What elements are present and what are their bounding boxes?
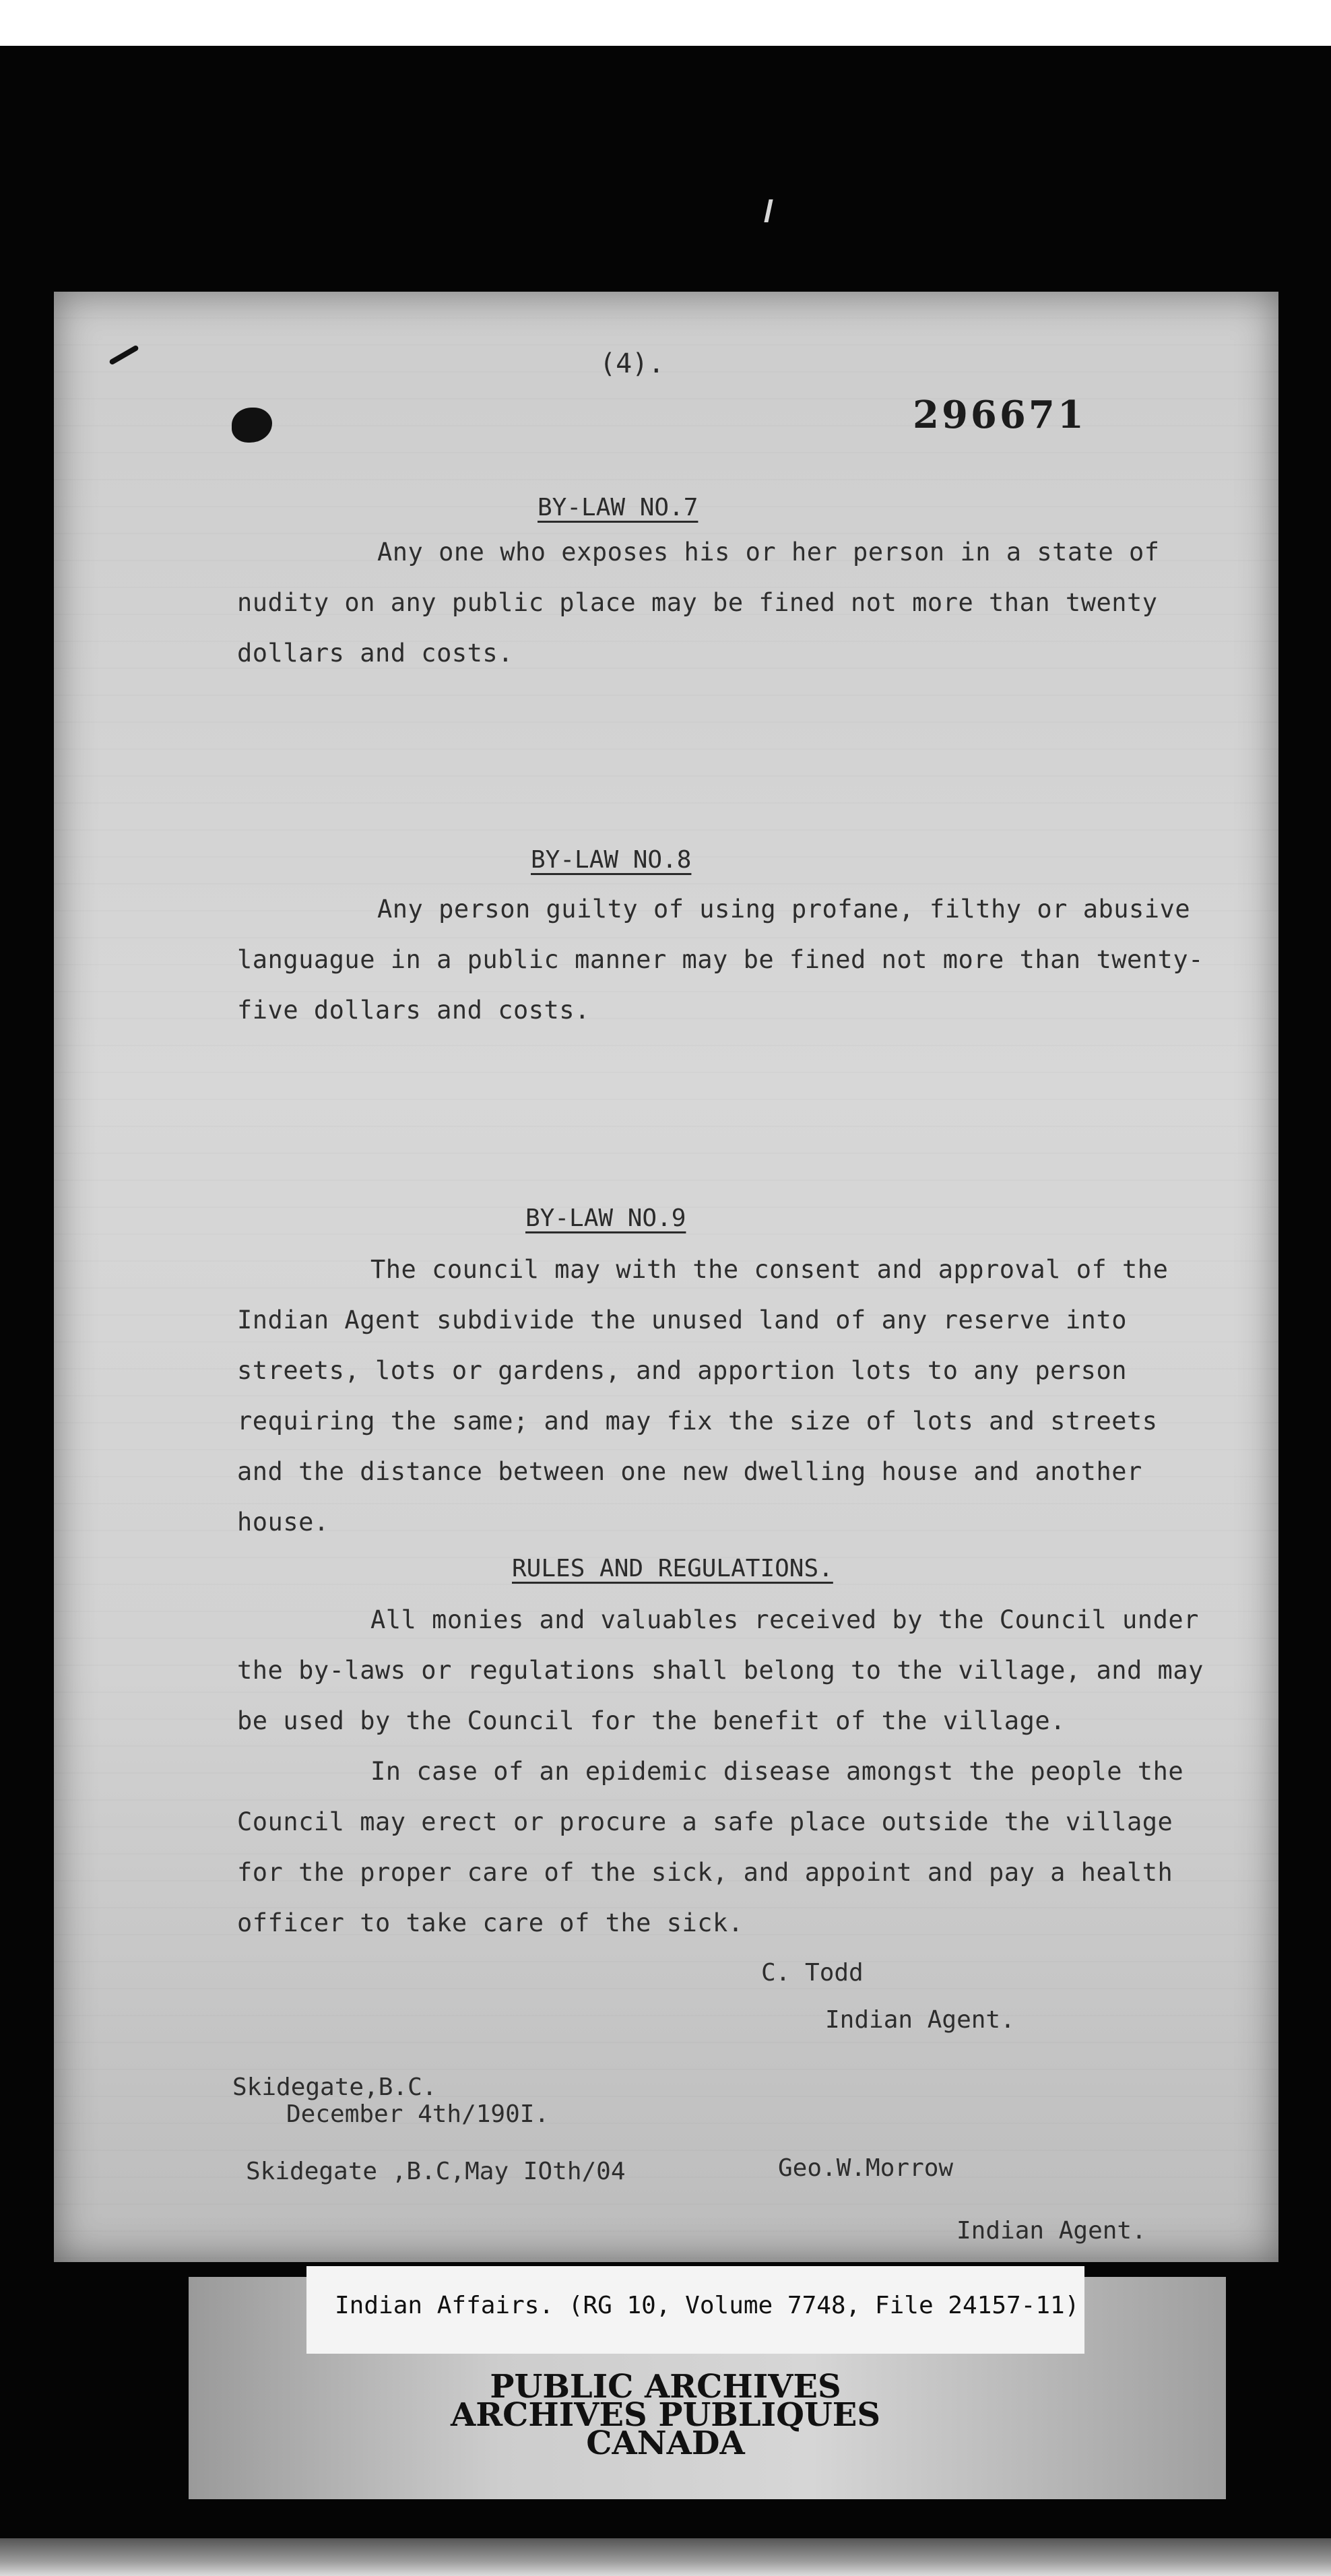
bylaw-9-heading: BY-LAW NO.9 (525, 1204, 686, 1232)
bylaw-9-line: and the distance between one new dwelling house and another (237, 1457, 1142, 1486)
bylaw-7-line: nudity on any public place may be fined not more than twenty (237, 588, 1158, 617)
archive-stamp-line-2: ARCHIVES PUBLIQUES (451, 2396, 880, 2434)
ink-blot-mark (232, 408, 272, 443)
rules-line: All monies and valuables received by the Council under (370, 1605, 1199, 1634)
ink-scratch-mark (108, 345, 139, 366)
bylaw-9-line: The council may with the consent and approval of the (370, 1255, 1169, 1284)
bylaw-8-line: five dollars and costs. (237, 996, 590, 1025)
reference-label-text: Indian Affairs. (RG 10, Volume 7748, File 24157-11) (335, 2292, 1080, 2319)
rules-line: the by-laws or regulations shall belong to the village, and may (237, 1656, 1204, 1685)
microfilm-frame (0, 46, 1331, 2538)
signature-title: Indian Agent. (825, 2006, 1015, 2034)
rules-line: for the proper care of the sick, and appoint and pay a health (237, 1858, 1173, 1887)
bylaw-8-line: languague in a public manner may be fined not more than twenty- (237, 945, 1204, 974)
bylaw-8-line: Any person guilty of using profane, filthy or abusive (377, 895, 1191, 924)
archive-stamp-line-1: PUBLIC ARCHIVES (490, 2368, 841, 2406)
rules-line: officer to take care of the sick. (237, 1908, 744, 1937)
signature-name: C. Todd (761, 1959, 864, 1987)
rules-line: Council may erect or procure a safe place outside the village (237, 1807, 1173, 1836)
date: December 4th/190I. (286, 2100, 550, 2128)
bylaw-7-heading: BY-LAW NO.7 (538, 494, 699, 521)
reference-label (306, 2266, 1084, 2354)
bylaw-9-line: house. (237, 1508, 329, 1537)
film-bottom-edge (0, 2538, 1331, 2576)
bylaw-7-line: dollars and costs. (237, 639, 513, 668)
bylaw-9-line: streets, lots or gardens, and apportion lots to any person (237, 1356, 1128, 1385)
signature-title-2: Indian Agent. (956, 2217, 1146, 2245)
bylaw-8-heading: BY-LAW NO.8 (531, 846, 692, 874)
place: Skidegate,B.C. (232, 2073, 437, 2101)
rules-line: In case of an epidemic disease amongst the people the (370, 1757, 1184, 1786)
bylaw-7-line: Any one who exposes his or her person in a state of (377, 538, 1160, 567)
archive-stamp-line-3: CANADA (586, 2424, 745, 2462)
rules-line: be used by the Council for the benefit of the village. (237, 1706, 1066, 1735)
bylaw-9-line: Indian Agent subdivide the unused land of any reserve into (237, 1306, 1128, 1334)
page-number: (4). (599, 348, 665, 379)
signature-name-2: Geo.W.Morrow (778, 2154, 954, 2182)
bylaw-9-line: requiring the same; and may fix the size of lots and streets (237, 1407, 1158, 1436)
document-number: 296671 (913, 393, 1086, 437)
document-page (54, 292, 1278, 2262)
rules-heading: RULES AND REGULATIONS. (512, 1555, 833, 1582)
place-date-2: Skidegate ,B.C,May IOth/04 (246, 2158, 626, 2185)
frame-tick-mark (764, 199, 773, 222)
